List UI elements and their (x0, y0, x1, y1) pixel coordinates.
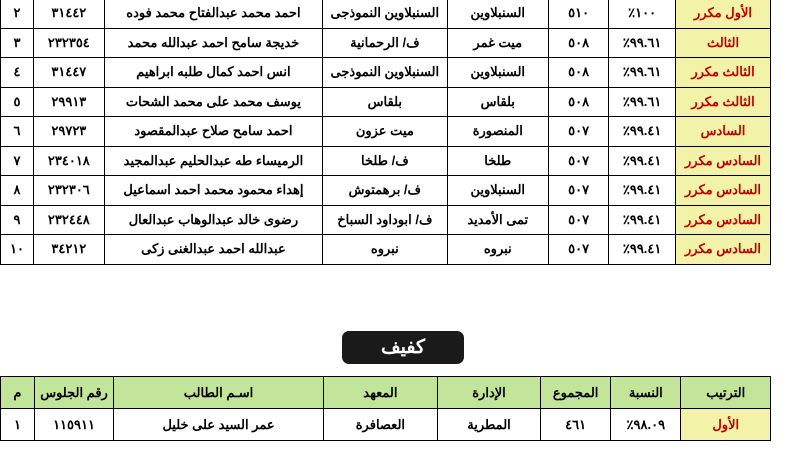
cell-seat-number: ٢٣٤٠١٨ (34, 146, 105, 176)
table-row (1, 235, 771, 265)
header-index: م (1, 377, 35, 409)
cell-index: ٨ (1, 176, 34, 206)
cell-index: ٥ (1, 87, 34, 117)
header-rank: الترتيب (681, 377, 771, 409)
header-student-name: اسـم الطالب (114, 377, 324, 409)
cell-rank: الأول مكرر (676, 0, 771, 28)
cell-index: ١٠ (1, 235, 34, 265)
cell-administration: طلخا (447, 146, 549, 176)
cell-total: ٥٠٧ (549, 146, 609, 176)
cell-index: ٣ (1, 28, 34, 58)
cell-total: ٥٠٧ (549, 117, 609, 147)
cell-rank: السادس (676, 117, 771, 147)
cell-administration: ميت غمر (447, 28, 549, 58)
cell-student-name: عمر السيد على خليل (114, 409, 324, 441)
cell-percentage: ٩٩.٤١٪ (609, 176, 676, 206)
cell-total: ٥٠٨ (549, 58, 609, 88)
cell-rank: السادس مكرر (676, 176, 771, 206)
cell-index: ٦ (1, 117, 34, 147)
cell-percentage: ١٠٠٪ (609, 0, 676, 28)
cell-seat-number: ٢٣٢٤٤٨ (34, 205, 105, 235)
cell-student-name: الرميساء طه عبدالحليم عبدالمجيد (104, 146, 322, 176)
cell-student-name: احمد سامح صلاح عبدالمقصود (104, 117, 322, 147)
header-administration: الإدارة (437, 377, 540, 409)
cell-administration: السنبلاوين (447, 58, 549, 88)
header-institute: المعهد (323, 377, 437, 409)
table-row (1, 58, 771, 88)
cell-seat-number: ٢٣٢٣٥٤ (34, 28, 105, 58)
cell-administration: بلقاس (447, 87, 549, 117)
cell-percentage: ٩٩.٦١٪ (609, 28, 676, 58)
cell-administration: السنبلاوين (447, 176, 549, 206)
cell-institute: ميت عزون (323, 117, 447, 147)
cell-student-name: انس احمد كمال طلبه ابراهيم (104, 58, 322, 88)
cell-student-name: احمد محمد عبدالفتاح محمد فوده (104, 0, 322, 28)
cell-index: ٤ (1, 58, 34, 88)
cell-index: ٧ (1, 146, 34, 176)
cell-administration: السنبلاوين (447, 0, 549, 28)
cell-total: ٥٠٨ (549, 28, 609, 58)
table-row (1, 176, 771, 206)
cell-total: ٥٠٨ (549, 87, 609, 117)
cell-institute: العصافرة (323, 409, 437, 441)
cell-total: ٥٠٧ (549, 176, 609, 206)
cell-student-name: رضوى خالد عبدالوهاب عبدالعال (104, 205, 322, 235)
cell-total: ٤٦١ (541, 409, 611, 441)
table-row (1, 28, 771, 58)
cell-seat-number: ٢٩٧٢٣ (34, 117, 105, 147)
cell-administration: نبروه (447, 235, 549, 265)
cell-institute: ف/ ابوداود السباخ (323, 205, 447, 235)
table-row (1, 117, 771, 147)
cell-percentage: ٩٩.٦١٪ (609, 58, 676, 88)
table-row (1, 205, 771, 235)
table-row (1, 87, 771, 117)
cell-institute: السنبلاوين النموذجى (323, 0, 447, 28)
cell-institute: بلقاس (323, 87, 447, 117)
cell-seat-number: ٢٣٢٣٠٦ (34, 176, 105, 206)
table-row (1, 0, 771, 28)
cell-total: ٥٠٧ (549, 235, 609, 265)
cell-index: ١ (1, 409, 35, 441)
cell-percentage: ٩٩.٤١٪ (609, 117, 676, 147)
bottom-results-table-container (0, 376, 771, 441)
cell-percentage: ٩٩.٤١٪ (609, 205, 676, 235)
table-row (1, 146, 771, 176)
section-title-text: كفيف (380, 337, 426, 358)
section-title-chip (342, 331, 464, 364)
cell-percentage: ٩٩.٦١٪ (609, 87, 676, 117)
cell-rank: الثالث مكرر (676, 87, 771, 117)
header-percentage: النسبة (611, 377, 681, 409)
cell-institute: نبروه (323, 235, 447, 265)
cell-student-name: عبدالله احمد عبدالغنى زكى (104, 235, 322, 265)
cell-total: ٥٠٧ (549, 205, 609, 235)
cell-student-name: خديجة سامح احمد عبدالله محمد (104, 28, 322, 58)
cell-percentage: ٩٩.٤١٪ (609, 235, 676, 265)
cell-rank: السادس مكرر (676, 235, 771, 265)
cell-institute: السنبلاوين النموذجى (323, 58, 447, 88)
cell-index: ٢ (1, 0, 34, 28)
cell-rank: الأول (681, 409, 771, 441)
cell-percentage: ٩٩.٤١٪ (609, 146, 676, 176)
cell-institute: ف/ برهمتوش (323, 176, 447, 206)
cell-administration: تمى الأمديد (447, 205, 549, 235)
cell-rank: الثالث (676, 28, 771, 58)
cell-institute: ف/ الرحمانية (323, 28, 447, 58)
table-header-row (1, 377, 771, 409)
header-total: المجموع (541, 377, 611, 409)
cell-rank: الثالث مكرر (676, 58, 771, 88)
cell-administration: المنصورة (447, 117, 549, 147)
bottom-results-table (0, 376, 771, 441)
table-row (1, 409, 771, 441)
cell-seat-number: ١١٥٩١١ (34, 409, 113, 441)
cell-seat-number: ٢٩٩١٣ (34, 87, 105, 117)
cell-index: ٩ (1, 205, 34, 235)
cell-institute: ف/ طلخا (323, 146, 447, 176)
cell-student-name: يوسف محمد على محمد الشحات (104, 87, 322, 117)
cell-seat-number: ٣١٤٤٧ (34, 58, 105, 88)
cell-rank: السادس مكرر (676, 146, 771, 176)
cell-total: ٥١٠ (549, 0, 609, 28)
header-seat-number: رقم الجلوس (34, 377, 113, 409)
cell-rank: السادس مكرر (676, 205, 771, 235)
cell-student-name: إهداء محمود محمد احمد اسماعيل (104, 176, 322, 206)
cell-administration: المطرية (437, 409, 540, 441)
cell-seat-number: ٣٤٢١٢ (34, 235, 105, 265)
cell-percentage: ٩٨.٠٩٪ (611, 409, 681, 441)
cell-seat-number: ٣١٤٤٢ (34, 0, 105, 28)
